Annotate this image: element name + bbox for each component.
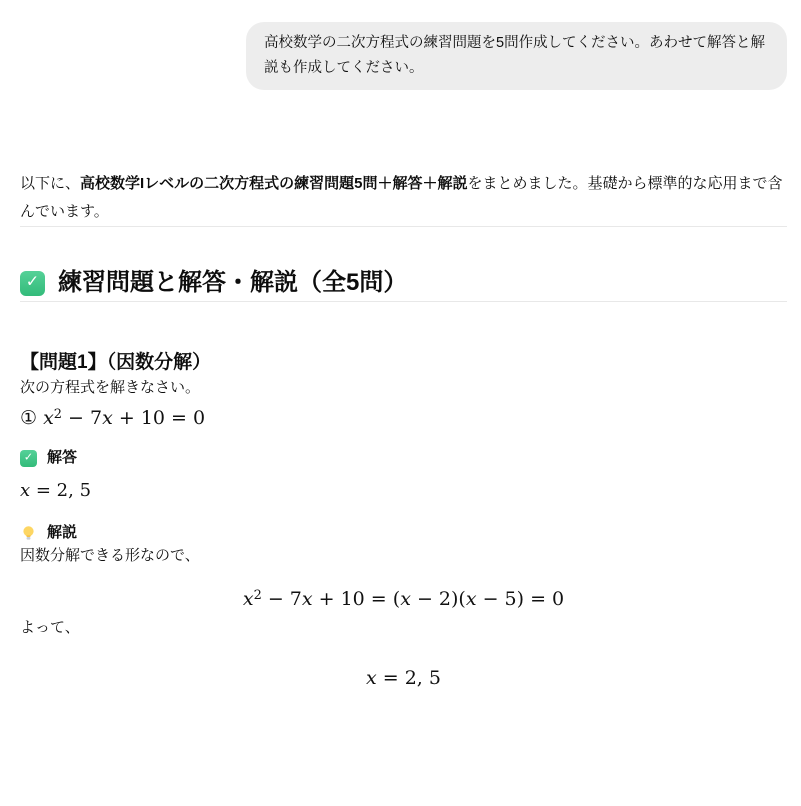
user-message-text: 高校数学の二次方程式の練習問題を5問作成してください。あわせて解答と解説も作成してください。	[264, 35, 766, 76]
conclusion-math: x = 2, 5	[366, 667, 441, 689]
assistant-response	[20, 170, 787, 695]
answer-math: x = 2, 5	[20, 480, 92, 501]
check-glyph: ✓	[25, 273, 40, 291]
check-mark-emoji-icon	[20, 450, 37, 467]
answer-heading-label: 解答	[47, 449, 78, 466]
divider	[20, 301, 787, 302]
divider	[20, 226, 787, 227]
explanation-heading-label: 解説	[47, 524, 78, 541]
intro-prefix: 以下に、	[20, 175, 81, 192]
explanation-text: 因数分解できる形なので、	[20, 547, 200, 564]
explanation-heading	[20, 522, 787, 544]
user-message-bubble	[246, 22, 787, 90]
section-heading	[20, 265, 787, 301]
problem1-heading: 【問題1】（因数分解）	[20, 352, 212, 373]
check-mark-emoji-icon	[20, 271, 45, 296]
problem1-prompt: 次の方程式を解きなさい。	[20, 379, 201, 396]
intro-bold-text: 高校数学Iレベルの二次方程式の練習問題5問＋解答＋解説	[80, 175, 468, 192]
section-title: 練習問題と解答・解説（全5問）	[58, 269, 408, 296]
intro-paragraph	[20, 170, 787, 226]
problem1-equation: ① $x^2 - 7x + 10 = 0$	[20, 406, 206, 429]
conclusion-text: よって、	[20, 619, 80, 636]
lightbulb-emoji-icon	[20, 525, 37, 542]
check-glyph: ✓	[23, 451, 34, 463]
intro-suffix: をまとめました。基礎から標準的な応用まで含んでいます。	[20, 175, 783, 220]
answer-heading	[20, 447, 787, 469]
user-message-row	[20, 22, 787, 90]
display-equation: $x^2 - 7x + 10 = (x - 2)(x - 5) = 0$	[242, 587, 565, 610]
